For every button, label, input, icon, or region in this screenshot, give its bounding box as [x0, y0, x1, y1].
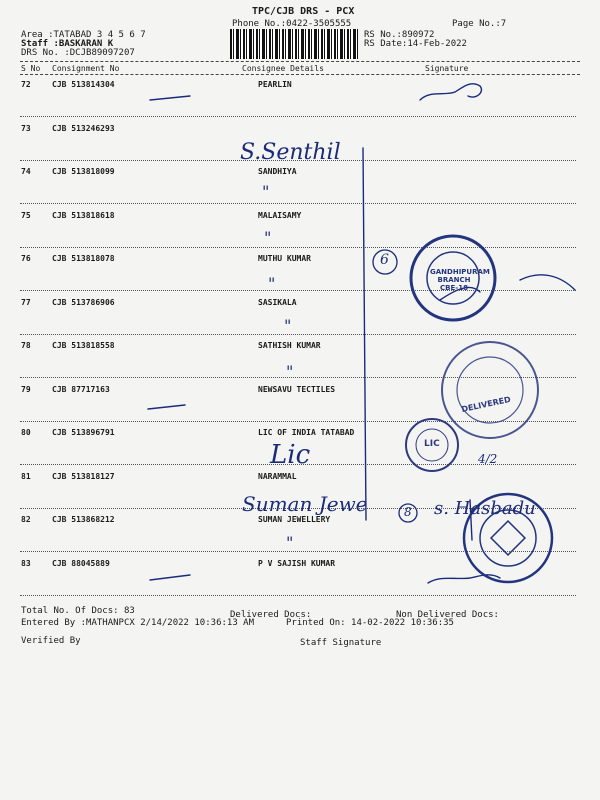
row-consignment: CJB 513818618	[52, 211, 115, 220]
row-consignment: CJB 513818078	[52, 254, 115, 263]
rs-date: RS Date:14-Feb-2022	[364, 39, 467, 49]
stamp-lic-text: LIC	[424, 439, 440, 449]
row-consignee: NEWSAVU TECTILES	[258, 385, 336, 394]
row-sno: 78	[21, 341, 31, 350]
ditto-78: "	[286, 362, 294, 381]
handwriting-row-73: S.Senthil	[240, 140, 341, 165]
row-sno: 81	[21, 472, 31, 481]
row-consignee: SATHISH KUMAR	[258, 341, 321, 350]
printed-on: Printed On: 14-02-2022 10:36:35	[286, 618, 454, 628]
row-sno: 76	[21, 254, 31, 263]
row-sno: 82	[21, 515, 31, 524]
verified-by: Verified By	[21, 636, 81, 646]
row-consignment: CJB 513868212	[52, 515, 115, 524]
row-consignment: CJB 513818558	[52, 341, 115, 350]
handwriting-suman: Suman Jewe	[242, 492, 368, 516]
rs-number: RS No.:890972	[364, 30, 435, 40]
tick-mark-79	[148, 405, 185, 409]
row-sno: 79	[21, 385, 31, 394]
row-consignee: SASIKALA	[258, 298, 297, 307]
row-consignment: CJB 513896791	[52, 428, 115, 437]
col-header-consignment: Consignment No	[52, 64, 120, 73]
delivered-docs: Delivered Docs:	[230, 610, 312, 620]
ditto-77: "	[284, 316, 292, 335]
handwriting-signature-81: s. Hasbadu	[434, 498, 536, 519]
page-number: Page No.:7	[452, 19, 507, 29]
tick-mark-72	[150, 96, 190, 100]
handwriting-date-note: 4/2	[478, 452, 498, 466]
row-consignment: CJB 88045889	[52, 559, 110, 568]
stamp-psr-fashions	[442, 342, 538, 438]
row-consignee: MALAISAMY	[258, 211, 302, 220]
row-consignee: PEARLIN	[258, 80, 292, 89]
row-sno: 74	[21, 167, 31, 176]
row-consignee: MUTHU KUMAR	[258, 254, 311, 263]
col-header-signature: Signature	[425, 64, 469, 73]
handwriting-circled-6: 6	[380, 252, 389, 268]
row-consignee: P V SAJISH KUMAR	[258, 559, 336, 568]
bracket-line	[363, 148, 366, 520]
stamp-delivered-text: DELIVERED	[460, 394, 512, 415]
row-consignment: CJB 87717163	[52, 385, 110, 394]
row-sno: 73	[21, 124, 31, 133]
signature-72	[420, 84, 481, 100]
ditto-76: "	[268, 274, 276, 293]
tick-mark-83	[150, 575, 190, 580]
drs-number: DRS No. :DCJB89097207	[21, 48, 135, 58]
col-header-consignee: Consignee Details	[242, 64, 324, 73]
phone-number: Phone No.:0422-3505555	[232, 19, 352, 29]
row-consignee: LIC OF INDIA TATABAD	[258, 428, 355, 437]
row-sno: 77	[21, 298, 31, 307]
staff-label: Staff :BASKARAN K	[21, 39, 114, 49]
document-title: TPC/CJB DRS - PCX	[252, 6, 355, 17]
ditto-82: "	[286, 533, 294, 552]
row-consignment: CJB 513786906	[52, 298, 115, 307]
row-consignment: CJB 513814304	[52, 80, 115, 89]
row-sno: 80	[21, 428, 31, 437]
row-sno: 75	[21, 211, 31, 220]
area-label: Area :TATABAD 3 4 5 6 7	[21, 30, 146, 40]
handwriting-lic: Lic	[270, 440, 311, 470]
row-sno: 83	[21, 559, 31, 568]
row-consignee: SANDHIYA	[258, 167, 297, 176]
row-sno: 72	[21, 80, 31, 89]
row-consignee: NARAMMAL	[258, 472, 297, 481]
ditto-75: "	[264, 228, 272, 247]
handwriting-circled-8: 8	[404, 505, 412, 519]
row-consignee: SUMAN JEWELLERY	[258, 515, 331, 524]
entered-by: Entered By :MATHANPCX 2/14/2022 10:36:13 AM	[21, 618, 254, 628]
staff-signature: Staff Signature	[300, 638, 382, 648]
ditto-74: "	[262, 182, 270, 201]
total-docs: Total No. Of Docs: 83	[21, 606, 135, 616]
stamp-gandhipuram-text: GANDHIPURAM BRANCH CBE-18	[430, 268, 490, 292]
row-consignment: CJB 513818127	[52, 472, 115, 481]
row-consignment: CJB 513246293	[52, 124, 115, 133]
col-header-sno: S No	[21, 64, 41, 73]
non-delivered-docs: Non Delivered Docs:	[396, 610, 499, 620]
row-consignment: CJB 513818099	[52, 167, 115, 176]
